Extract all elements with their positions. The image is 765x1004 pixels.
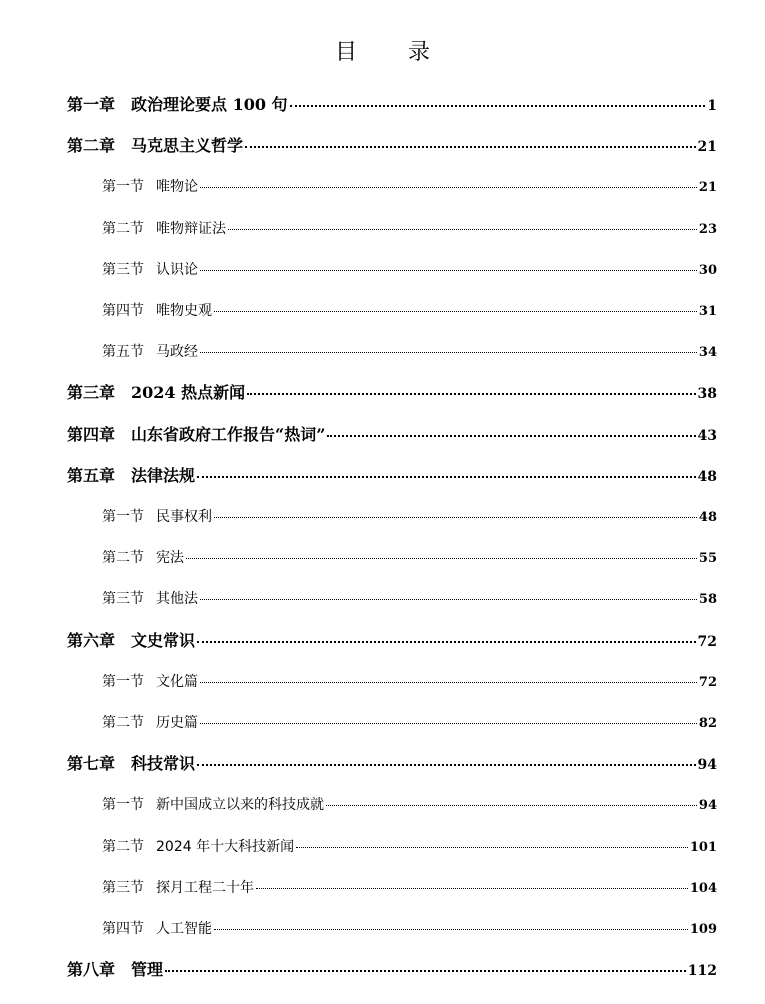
toc-entry-label: 第一章 [67,95,116,114]
toc-entry-title: 马克思主义哲学 [131,136,244,156]
toc-entry-page-number: 38 [697,386,717,403]
toc-chapter-entry[interactable] [67,957,717,983]
toc-section-entry[interactable] [102,216,717,242]
dot-leader [228,229,697,230]
toc-section-entry[interactable] [102,257,717,283]
toc-chapter-entry[interactable] [67,463,717,489]
toc-section-entry[interactable] [102,916,717,942]
toc-entry-title: 认识论 [156,261,198,278]
toc-entry-label: 第六章 [67,630,116,650]
toc-entry-page-number: 21 [697,139,717,156]
toc-chapter-entry[interactable] [67,751,717,777]
toc-entry-page-number: 48 [697,468,717,485]
toc-entry-page-number: 31 [698,304,717,319]
toc-entry-label: 第三节 [102,879,144,896]
toc-entry-label: 第一节 [102,179,144,196]
toc-entry-page-number: 94 [697,757,717,774]
toc-entry-title: 政治理论要点 100 句 [131,95,288,114]
toc-entry-title: 文化篇 [156,673,198,690]
toc-entry-page-number: 58 [698,592,717,608]
toc-section-entry[interactable] [102,504,717,530]
toc-section-entry[interactable] [102,710,717,736]
toc-entry-title: 探月工程二十年 [156,879,254,896]
dot-leader [214,517,697,518]
toc-entry-page-number: 94 [698,798,717,814]
toc-entry-label: 第三节 [102,591,144,608]
toc-entry-page-number: 48 [698,510,717,525]
dot-leader [214,311,697,312]
toc-entry-label: 第三节 [102,261,144,278]
toc-entry-label: 第五章 [67,465,116,485]
toc-entry-title: 唯物论 [156,179,198,196]
toc-entry-label: 第七章 [67,754,116,774]
toc-entry-label: 第二节 [102,220,144,237]
toc-entry-title: 2024 年十大科技新闻 [156,838,295,855]
toc-entry-title: 管理 [131,960,164,980]
dot-leader [290,105,706,107]
toc-entry-label: 第二章 [67,136,116,156]
toc-entry-page-number: 55 [698,551,717,567]
toc-entry-title: 唯物辩证法 [156,220,226,237]
toc-entry-label: 第一节 [102,797,144,814]
dot-leader [197,476,695,478]
dot-leader [165,970,686,972]
toc-entry-title: 新中国成立以来的科技成就 [156,797,324,814]
toc-section-entry[interactable] [102,298,717,324]
dot-leader [186,558,697,559]
toc-entry-label: 第二节 [102,550,144,567]
toc-section-entry[interactable] [102,669,717,695]
toc-entry-label: 第四节 [102,303,144,319]
toc-entry-page-number: 72 [697,633,717,650]
toc-entry-label: 第二节 [102,715,144,731]
toc-section-entry[interactable] [102,875,717,901]
toc-section-entry[interactable] [102,792,717,818]
toc-chapter-entry[interactable] [67,628,717,654]
toc-entry-title: 山东省政府工作报告“热词” [131,424,326,444]
dot-leader [247,393,695,395]
dot-leader [200,187,697,188]
toc-entry-title: 其他法 [156,591,198,608]
toc-entry-page-number: 104 [689,880,717,896]
toc-entry-title: 2024 热点新闻 [131,383,246,403]
dot-leader [197,764,695,766]
toc-entry-label: 第四节 [102,921,144,937]
toc-entry-page-number: 23 [698,221,717,237]
toc-entry-page-number: 34 [698,345,717,361]
toc-chapter-entry[interactable] [67,380,717,406]
dot-leader [200,599,697,600]
dot-leader [245,146,695,148]
toc-entry-title: 科技常识 [131,754,196,774]
toc-chapter-entry[interactable] [67,92,717,118]
toc-entry-label: 第一节 [102,673,144,690]
toc-entry-label: 第一节 [102,509,144,525]
toc-entry-page-number: 1 [707,98,717,114]
toc-entry-page-number: 101 [689,839,717,855]
toc-entry-title: 民事权利 [156,509,212,525]
toc-chapter-entry[interactable] [67,422,717,448]
dot-leader [200,723,697,724]
dot-leader [327,435,695,437]
toc-entry-page-number: 109 [689,922,717,937]
toc-entry-page-number: 112 [687,963,717,980]
toc-section-entry[interactable] [102,174,717,200]
toc-entry-page-number: 72 [698,674,717,690]
dot-leader [200,352,697,353]
toc-entry-title: 法律法规 [131,465,196,485]
toc-entry-label: 第五节 [102,344,144,361]
toc-entry-title: 历史篇 [156,715,198,731]
toc-entry-label: 第二节 [102,838,144,855]
toc-entry-page-number: 82 [698,716,717,731]
dot-leader [200,270,697,271]
toc-section-entry[interactable] [102,545,717,571]
dot-leader [256,888,688,889]
toc-entry-title: 唯物史观 [156,303,212,319]
toc-entry-label: 第三章 [67,383,116,403]
dot-leader [296,847,688,848]
toc-chapter-entry[interactable] [67,133,717,159]
page-title: 目 录 [335,40,452,65]
toc-section-entry[interactable] [102,586,717,612]
toc-entry-title: 宪法 [156,550,184,567]
toc-entry-page-number: 30 [698,262,717,278]
dot-leader [326,805,697,806]
toc-section-entry[interactable] [102,339,717,365]
toc-entry-page-number: 21 [698,180,717,196]
toc-entry-title: 人工智能 [156,921,212,937]
toc-section-entry[interactable] [102,834,717,860]
dot-leader [197,641,695,643]
toc-entry-label: 第四章 [67,424,116,444]
toc-entry-label: 第八章 [67,960,116,980]
toc-entry-title: 文史常识 [131,630,196,650]
dot-leader [200,682,697,683]
dot-leader [214,929,688,930]
toc-entry-title: 马政经 [156,344,198,361]
toc-entry-page-number: 43 [697,427,717,444]
